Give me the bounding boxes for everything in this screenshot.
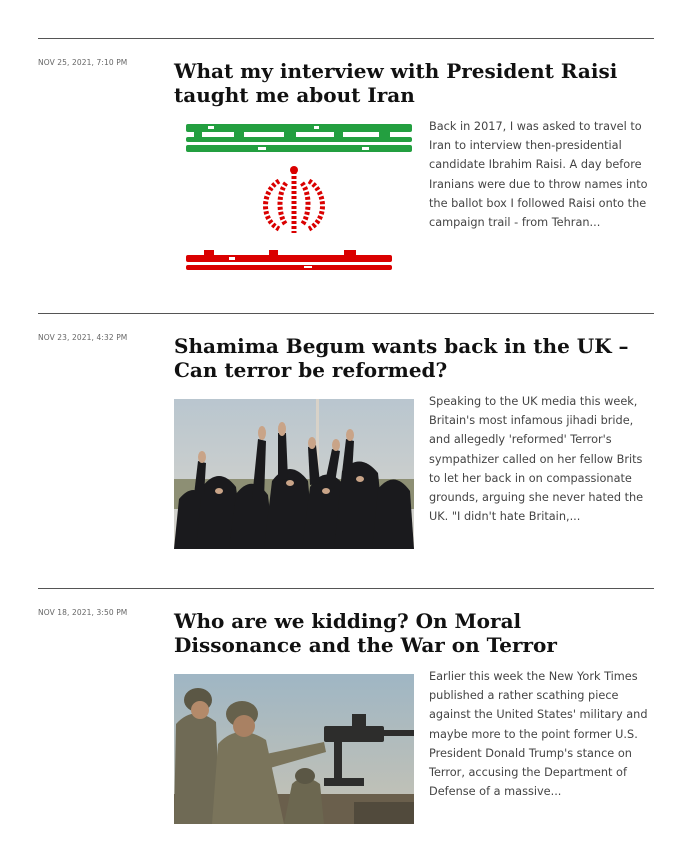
article-thumbnail-women[interactable] bbox=[174, 399, 414, 549]
article-excerpt: Back in 2017, I was asked to travel to Iran to interview then-presidential candidate Ibrahim Raisi. A day before Iranians were due to throw names into the ballot box I followed Raisi onto the campaign trail - from Tehran... bbox=[429, 120, 648, 230]
article-excerpt: Speaking to the UK media this week, Britain's most infamous jihadi bride, and allegedly 'reformed' Terror's sympathizer called on her fellow Brits to let her back in on compassionate grounds, arguing she never hated the UK. "I didn't hate Britain,... bbox=[429, 395, 644, 524]
article-excerpt: Earlier this week the New York Times published a rather scathing piece against the United States' military and maybe more to the point former U.S. President Donald Trump's stance on Terror, accusing the Department of Defense of a massive... bbox=[429, 670, 648, 799]
soldiers-image bbox=[174, 674, 414, 824]
iran-flag-image bbox=[174, 119, 414, 279]
article-title[interactable]: Shamima Begum wants back in the UK – Can terror be reformed? bbox=[174, 334, 629, 382]
article-date: NOV 18, 2021, 3:50 PM bbox=[38, 608, 128, 617]
article-date: NOV 25, 2021, 7:10 PM bbox=[38, 58, 128, 67]
article-card bbox=[38, 313, 654, 589]
article-title[interactable]: What my interview with President Raisi taught me about Iran bbox=[174, 59, 618, 107]
article-card bbox=[38, 38, 654, 314]
women-in-niqab-image bbox=[174, 399, 414, 549]
article-card bbox=[38, 588, 654, 862]
article-thumbnail-soldiers[interactable] bbox=[174, 674, 414, 824]
article-thumbnail-iran-flag[interactable] bbox=[174, 119, 414, 279]
article-title[interactable]: Who are we kidding? On Moral Dissonance and the War on Terror bbox=[174, 609, 557, 657]
article-date: NOV 23, 2021, 4:32 PM bbox=[38, 333, 128, 342]
